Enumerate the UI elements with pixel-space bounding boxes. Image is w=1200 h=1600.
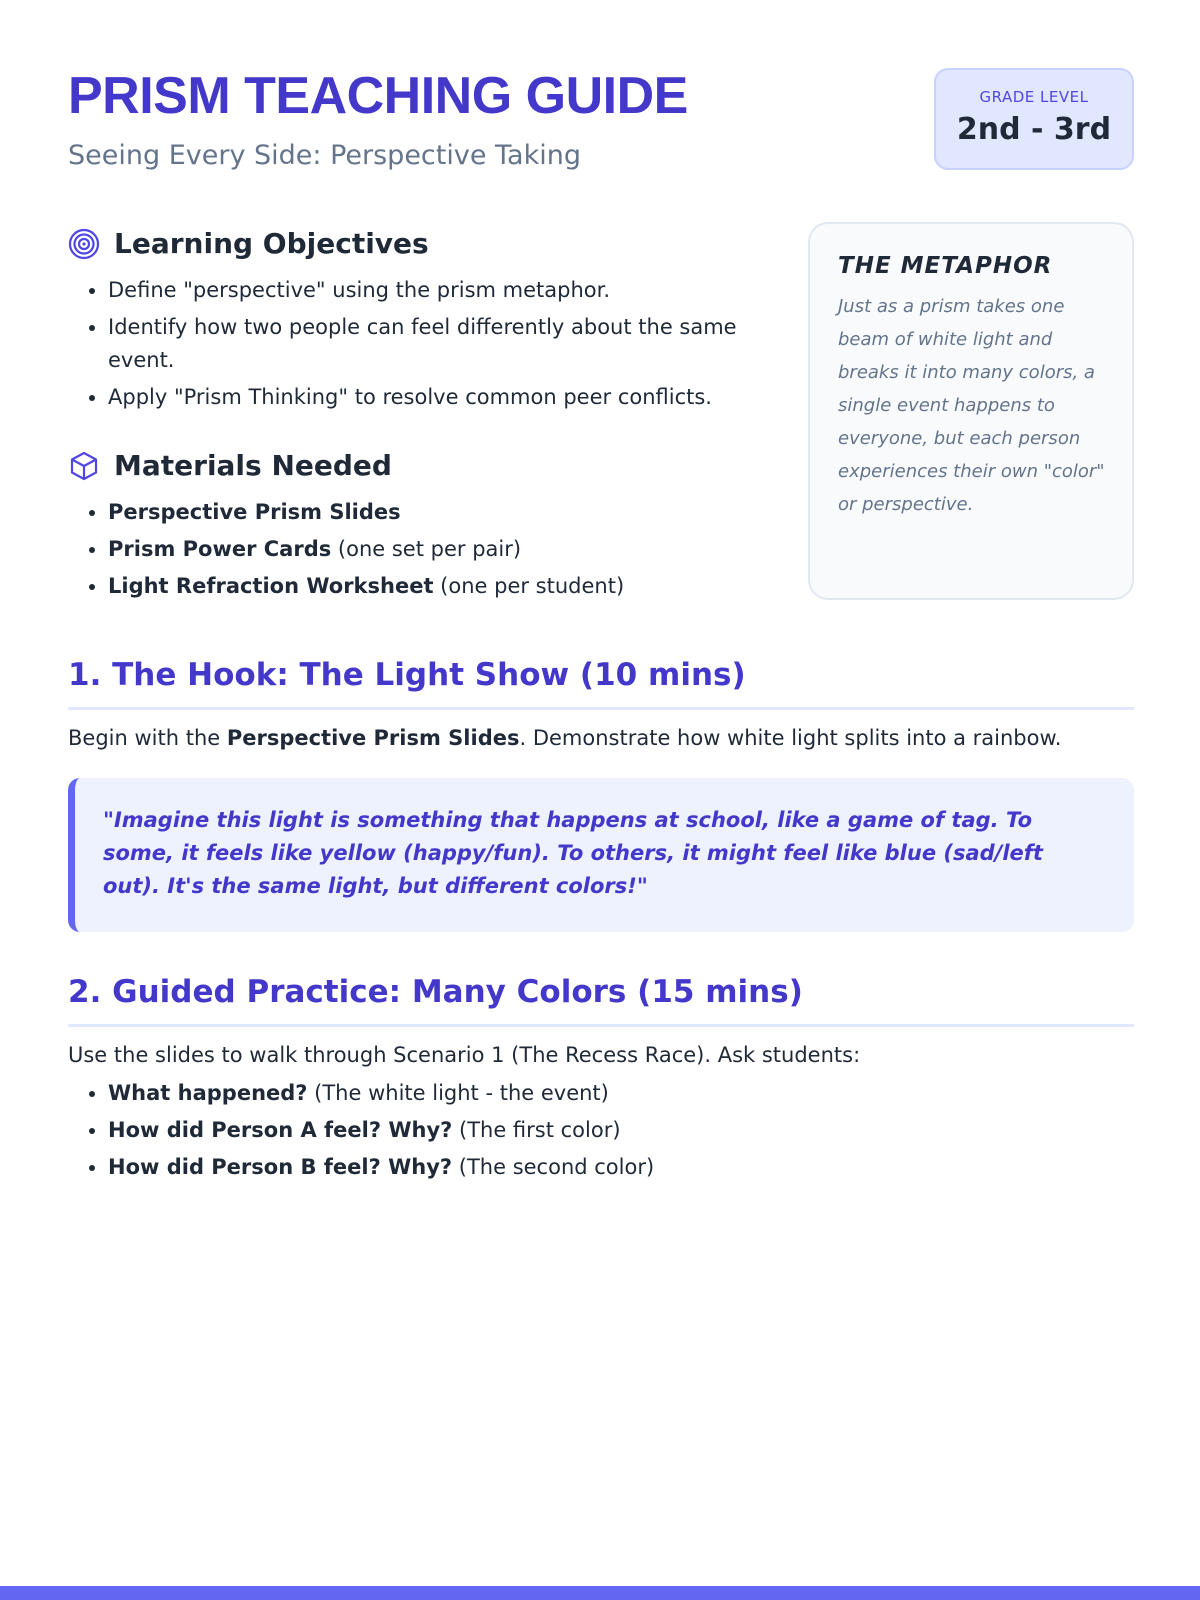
list-item: • Identify how two people can feel differently about the same event.: [108, 311, 768, 377]
material-note: (one per student): [433, 574, 625, 598]
page-subtitle: Seeing Every Side: Perspective Taking: [68, 140, 581, 171]
target-icon: [68, 228, 100, 260]
objectives-list: [68, 274, 768, 414]
section-divider: [68, 1024, 1134, 1027]
metaphor-card: [808, 222, 1134, 600]
teaching-guide-page: [68, 0, 1134, 1586]
hook-quote: "Imagine this light is something that happens at school, like a game of tag. To some, it feels like yellow (happy/fun). To others, it might feel like blue (sad/left out). It's the same light, but different colors!": [68, 778, 1134, 932]
practice-title: 2. Guided Practice: Many Colors (15 mins): [68, 974, 803, 1010]
materials-section: [68, 442, 768, 603]
question-text: How did Person A feel? Why?: [108, 1118, 453, 1142]
question-note: (The white light - the event): [307, 1081, 609, 1105]
header: [68, 0, 1134, 200]
materials-heading: [68, 442, 768, 490]
hook-intro-start: Begin with the: [68, 726, 227, 750]
question-text: What happened?: [108, 1081, 308, 1105]
cube-icon: [68, 450, 100, 482]
objectives-heading: [68, 220, 768, 268]
footer-accent-bar: [0, 1586, 1200, 1600]
list-item: [108, 1114, 1134, 1147]
metaphor-text: Just as a prism takes one beam of white light and breaks it into many colors, a single event happens to everyone, but each person experiences their own "color" or perspective.: [838, 296, 1105, 515]
list-item: [108, 570, 768, 603]
material-name: Perspective Prism Slides: [108, 500, 401, 524]
hook-title: 1. The Hook: The Light Show (10 mins): [68, 657, 746, 693]
practice-questions: [68, 1077, 1134, 1184]
question-note: (The second color): [452, 1155, 655, 1179]
list-item: [108, 1151, 1134, 1184]
hook-intro-bold: Perspective Prism Slides: [226, 726, 520, 750]
hook-intro: [68, 722, 1134, 754]
list-item: [108, 1077, 1134, 1110]
question-note: (The first color): [452, 1118, 621, 1142]
page-title: PRISM TEACHING GUIDE: [68, 67, 688, 125]
list-item: [108, 496, 768, 529]
material-note: (one set per pair): [331, 537, 522, 561]
grade-level-badge: [934, 68, 1134, 170]
materials-title: Materials Needed: [114, 449, 392, 482]
material-name: Prism Power Cards: [108, 537, 332, 561]
grade-level-value: 2nd - 3rd: [956, 112, 1112, 147]
practice-section: [68, 970, 1134, 1188]
overview-column: [68, 220, 768, 607]
material-name: Light Refraction Worksheet: [108, 574, 434, 598]
hook-section: [68, 653, 1134, 932]
hook-intro-end: . Demonstrate how white light splits into a rainbow.: [519, 726, 1062, 750]
section-divider: [68, 707, 1134, 710]
question-text: How did Person B feel? Why?: [108, 1155, 453, 1179]
list-item: • Define "perspective" using the prism metaphor.: [108, 274, 768, 307]
metaphor-title: THE METAPHOR: [838, 253, 1053, 279]
grade-level-label: GRADE LEVEL: [979, 88, 1089, 106]
list-item: [108, 533, 768, 566]
objectives-title: Learning Objectives: [114, 227, 429, 260]
materials-list: [68, 496, 768, 603]
practice-intro: Use the slides to walk through Scenario 1 (The Recess Race). Ask students:: [68, 1043, 861, 1067]
list-item: • Apply "Prism Thinking" to resolve common peer conflicts.: [108, 381, 768, 414]
